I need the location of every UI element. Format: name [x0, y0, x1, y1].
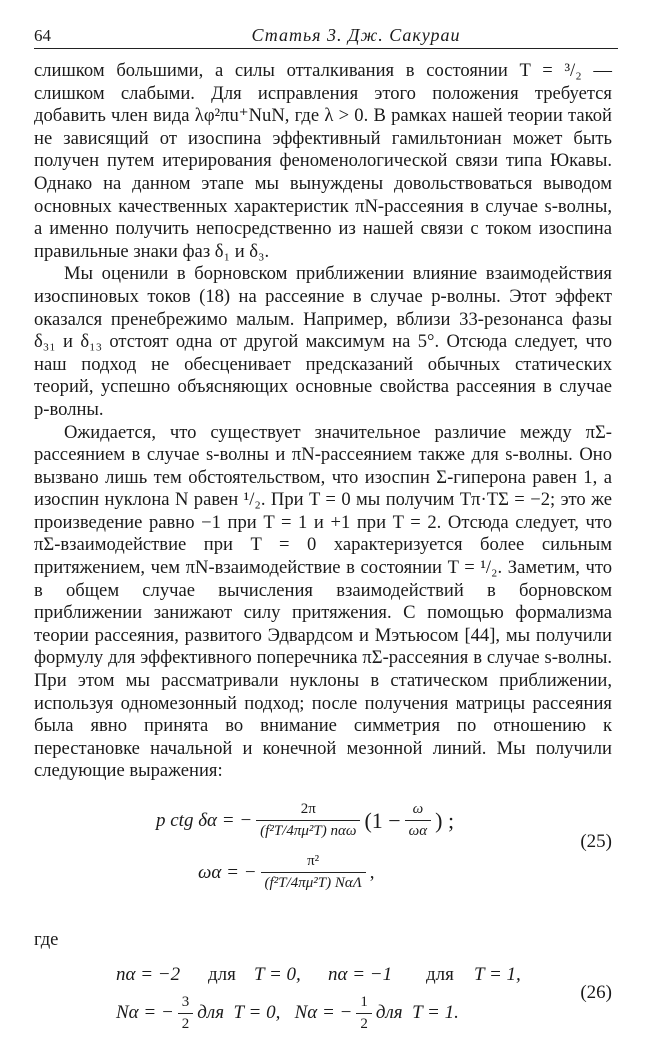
header-rule	[34, 48, 618, 49]
page-number: 64	[34, 26, 51, 45]
eq25-frac1b	[405, 801, 431, 840]
eq26-frac2	[356, 994, 372, 1033]
eq25-line-2	[198, 853, 375, 892]
eq25-lhs1: p ctg δα = −	[156, 809, 253, 831]
eq26-r1-f: T = 1,	[474, 963, 521, 985]
eq26-r1-d: nα = −1	[328, 963, 393, 985]
eq26-num1: 3	[181, 993, 190, 1010]
paragraph-3: Ожидается, что существует значительное различие между πΣ-рассеянием в случае s-волны и πN-рассеянием также для s-волны. Оно вызвано лишь тем обстоятельством, что изоспин Σ-гиперона равен 1, а изоспин нуклона N равен ¹/₂. При T = 0 мы получим Tπ·TΣ = −2; это же произведение равно −1 при T = 1 и +1 при T = 2. Отсюда следует, что πΣ-взаимодействие при T = 0 характеризуется более сильным притяжением, чем πN-взаимодействие в состоянии T = ¹/₂. Заметим, что в общем случае вычисления взаимодействий в борновском приближении занижают силу притяжения. С помощью формализма теории рассеяния, развитого Эдвардсом и Мэтьюсом [44], мы получили формулу для эффективного поперечника πΣ-рассеяния в случае s-волны. При этом мы рассматривали нуклоны в статическом приближении, используя одномезонный подход; после получения матрицы рассеяния была явно принята во внимание симметрия по отношению к перестановке начальной и конечной мезонной линий. Мы получили следующие выражения:	[34, 421, 612, 782]
eq26-num2: 1	[360, 993, 368, 1010]
eq26-frac1	[178, 994, 194, 1033]
article-body	[34, 60, 612, 1038]
eq26-den2: 2	[356, 1013, 372, 1033]
eq25-number: (25)	[580, 831, 612, 852]
running-title: Статья 3. Дж. Сакураи	[251, 25, 461, 45]
eq26-line-2	[116, 994, 459, 1033]
eq26-den1: 2	[178, 1013, 194, 1033]
eq25-num1b: ω	[412, 801, 424, 817]
eq25-paren-close: ) ;	[435, 807, 455, 833]
eq26-r1-a: nα = −2	[116, 963, 181, 985]
eq25-num1: 2π	[300, 801, 316, 817]
eq26-r2-a: Nα = −	[116, 1002, 174, 1024]
eq25-line-1	[156, 801, 454, 840]
eq25-frac1	[256, 801, 360, 840]
eq26-number: (26)	[580, 981, 612, 1003]
equation-25	[34, 797, 612, 909]
eq26-r1-b: для	[208, 963, 236, 985]
eq26-r2-c: для T = 1.	[375, 1002, 459, 1024]
where-word: где	[34, 929, 59, 950]
page-header	[34, 22, 618, 48]
eq25-lhs2: ωα = −	[198, 861, 257, 883]
eq26-r2-b: для T = 0, Nα = −	[197, 1002, 353, 1024]
eq25-den2: (f²T/4πμ²T) NαΛ	[261, 872, 366, 892]
eq26-line-1	[116, 964, 521, 986]
eq26-r1-e: для	[426, 963, 454, 985]
eq25-den1: (f²T/4πμ²T) nαω	[256, 820, 360, 840]
eq25-frac2	[261, 853, 366, 892]
eq25-num2: π²	[307, 853, 320, 869]
eq26-r1-c: T = 0,	[254, 963, 301, 985]
eq25-paren-open: (1 −	[364, 807, 401, 833]
eq25-den1b: ωα	[405, 820, 431, 840]
paragraph-1: слишком большими, а силы отталкивания в состоянии T = ³/₂ — слишком слабыми. Для исправления этого положения требуется добавить член вида λφ²πu⁺NuN, где λ > 0. В рамках нашей теории такой не зависящий от изоспина эффективный гамильтониан может быть получен путем итерирования феноменологической связи типа Юкавы. Однако на данном этапе мы вынуждены довольствоваться выводом основных качественных характеристик πN-рассеяния в случае s-волны, а именно получить непосредственно из нашей связи с током изоспина правильные знаки фаз δ₁ и δ₃.	[34, 60, 612, 262]
equation-26	[34, 958, 612, 1038]
eq25-tail: ,	[369, 861, 375, 883]
paragraph-2: Мы оценили в борновском приближении влияние взаимодействия изоспиновых токов (18) на рассеяние в случае p-волны. Этот эффект оказался пренебрежимо малым. Например, вблизи 33-резонанса фазы δ₃₁ и δ₁₃ отстоят одна от другой максимум на 5°. Отсюда следует, что наш подход не обесценивает предсказаний обычных статических теорий, успешно объясняющих основные свойства рассеяния в случае p-волны.	[34, 263, 612, 420]
